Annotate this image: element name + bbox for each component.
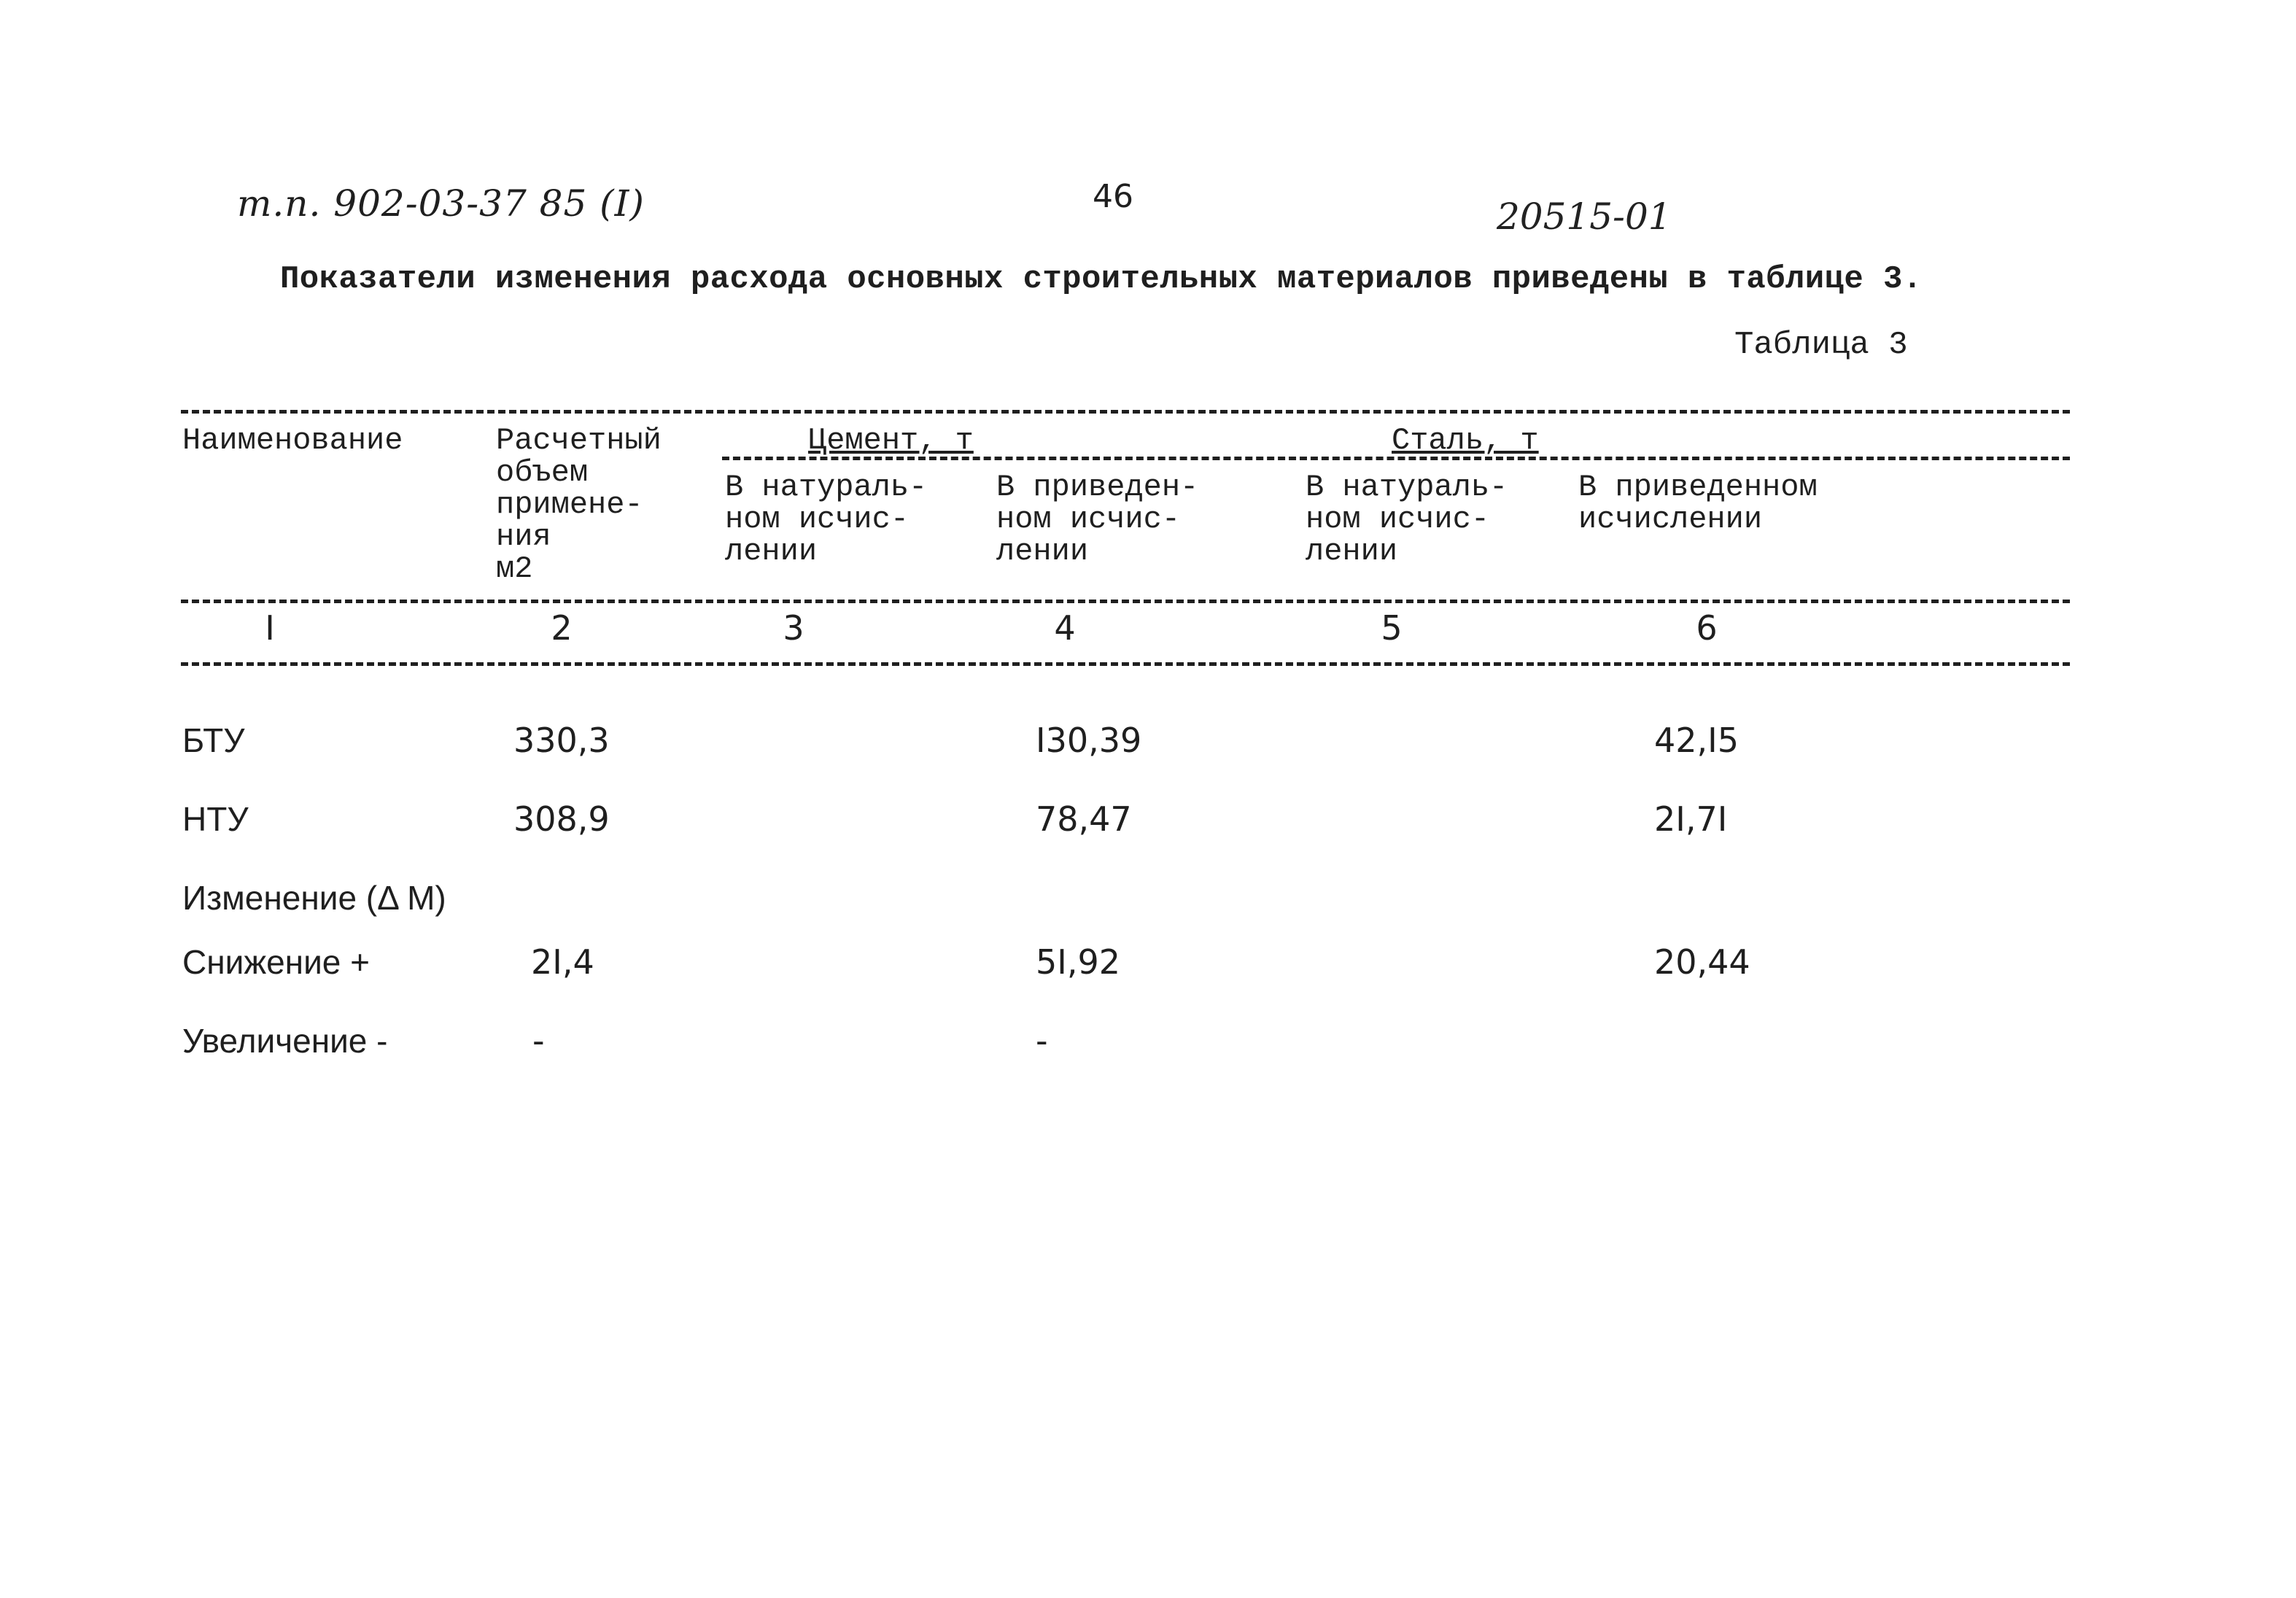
table-numbers-bottom-rule	[181, 662, 2070, 666]
document-number: 20515-01	[1497, 195, 1672, 238]
intro-text: Показатели изменения расхода основных строительных материалов приведены в таблице 3.	[280, 261, 1923, 298]
header-line: ном исчис-	[725, 502, 910, 537]
header-volume-line: Расчетный	[496, 423, 662, 458]
table-cell-cement-reduced: -	[1036, 1021, 1048, 1060]
table-row-label: Снижение +	[182, 943, 370, 981]
column-number: I	[265, 608, 275, 648]
table-cell-steel-reduced: 2I,7I	[1654, 799, 1728, 839]
table-cell-volume: -	[532, 1021, 545, 1060]
table-row-label: НТУ	[182, 800, 249, 838]
header-steel-reduced	[1578, 471, 1818, 535]
column-number: 5	[1381, 608, 1403, 648]
table-cell-cement-reduced: I30,39	[1036, 721, 1142, 760]
table-row-label: БТУ	[182, 721, 245, 759]
header-line: лении	[1306, 534, 1398, 569]
table-cell-volume: 308,9	[513, 799, 610, 839]
table-cell-volume: 2I,4	[531, 942, 594, 982]
header-line: В натураль-	[1306, 470, 1508, 505]
header-line: исчислении	[1578, 502, 1763, 537]
header-volume	[496, 424, 662, 585]
header-line: ном исчис-	[996, 502, 1181, 537]
table-caption: Таблица 3	[1734, 327, 1908, 363]
table-cell-steel-reduced: 20,44	[1654, 942, 1750, 982]
header-cement-group: Цемент, т	[802, 424, 980, 457]
header-cement-natural	[725, 471, 927, 567]
header-line: В приведен-	[996, 470, 1199, 505]
table-row-label: Изменение (Δ М)	[182, 879, 446, 917]
header-volume-line: м2	[496, 551, 533, 586]
header-volume-line: примене-	[496, 487, 643, 522]
header-steel-group: Сталь, т	[1386, 424, 1545, 457]
header-cement-reduced	[996, 471, 1198, 567]
table-cell-cement-reduced: 78,47	[1036, 799, 1132, 839]
header-steel-natural	[1306, 471, 1508, 567]
column-number: 2	[551, 608, 573, 648]
header-volume-line: ния	[496, 519, 551, 554]
header-line: ном исчис-	[1306, 502, 1490, 537]
header-name: Наименование	[182, 423, 403, 458]
column-number: 3	[783, 608, 804, 648]
table-top-rule	[181, 410, 2070, 414]
table-cell-volume: 330,3	[513, 721, 610, 760]
header-line: В приведенном	[1578, 470, 1818, 505]
column-number: 4	[1054, 608, 1076, 648]
column-number: 6	[1696, 608, 1718, 648]
header-volume-line: объем	[496, 455, 589, 490]
table-row-label: Увеличение -	[182, 1022, 388, 1060]
header-line: лении	[996, 534, 1089, 569]
table-cell-steel-reduced: 42,I5	[1654, 721, 1739, 760]
header-line: В натураль-	[725, 470, 928, 505]
document-code: т.п. 902-03-37 85 (I)	[237, 182, 645, 225]
header-line: лении	[725, 534, 818, 569]
page-number: 46	[1093, 178, 1133, 215]
table-cell-cement-reduced: 5I,92	[1036, 942, 1120, 982]
table-header-bottom-rule	[181, 600, 2070, 603]
